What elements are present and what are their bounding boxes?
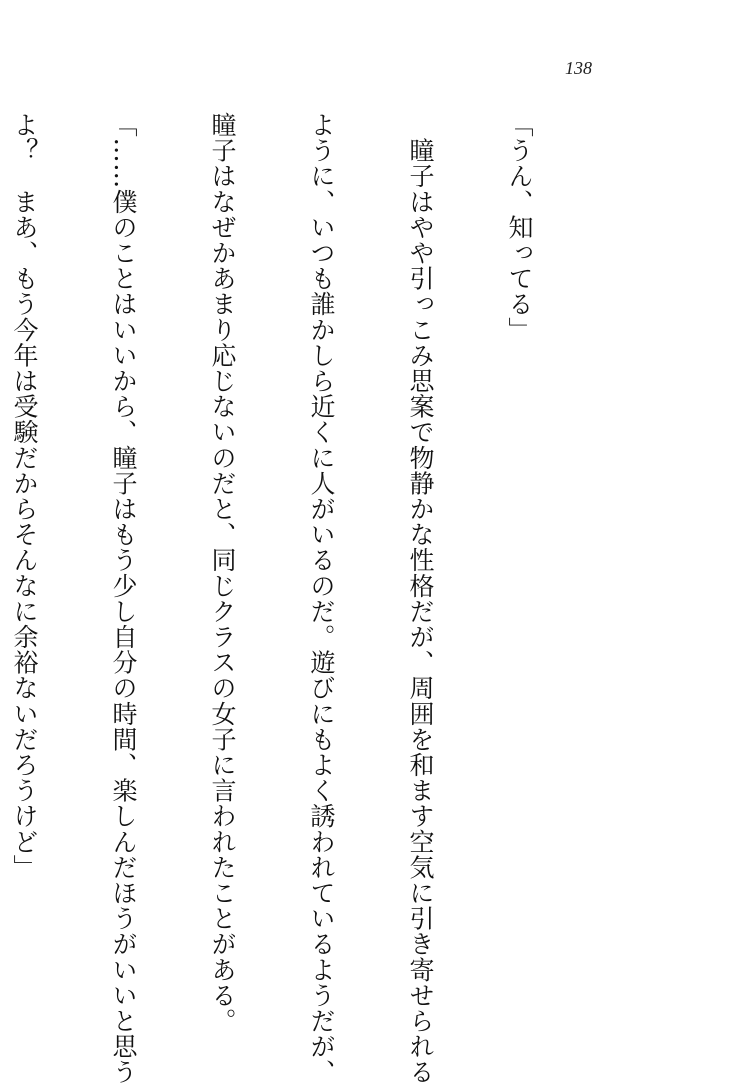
text-line: 瞳子はなぜかあまり応じないのだと、同じクラスの女子に言われたことがある。 xyxy=(208,112,237,1034)
text-line: ように、いつも誰かしら近くに人がいるのだ。遊びにもよく誘われているようだが、 xyxy=(307,112,336,1085)
text-line: 瞳子はやや引っこみ思案で物静かな性格だが、周囲を和ます空気に引き寄せられる xyxy=(406,112,435,1085)
text-line: 「……僕のことはいいから、瞳子はもう少し自分の時間、楽しんだほうがいいと思う xyxy=(109,112,138,1085)
body-text xyxy=(0,112,602,1085)
text-line: よ？ まあ、もう今年は受験だからそんなに余裕ないだろうけど」 xyxy=(10,112,39,880)
text-line: 「うん、知ってる」 xyxy=(505,112,534,343)
page-number: 138 xyxy=(565,58,592,78)
